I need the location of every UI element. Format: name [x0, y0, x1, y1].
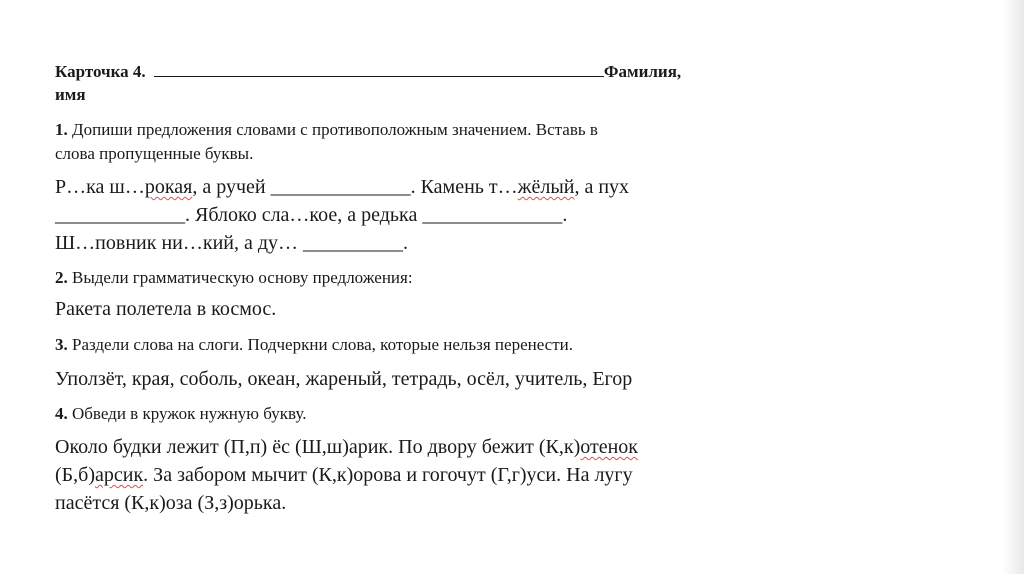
task2-sentence: Ракета полетела в космос. — [55, 298, 277, 320]
task1-line1-d: жёлый — [517, 176, 575, 198]
task4-number: 4. — [55, 404, 68, 423]
task3-instruction-text: Раздели слова на слоги. Подчеркни слова, которые нельзя перенести. — [72, 335, 574, 354]
task1-line2: _____________. Яблоко сла…кое, а редька ______________. — [55, 204, 568, 226]
name-label: имя — [55, 85, 86, 104]
task1-line1-a: Р…ка ш… — [55, 176, 145, 198]
task4-instruction-text: Обведи в кружок нужную букву. — [72, 404, 307, 423]
task3-instruction — [55, 335, 573, 355]
page-edge-shade — [1002, 0, 1024, 574]
task4-line2 — [55, 464, 633, 487]
card-label: Карточка 4. — [55, 62, 146, 81]
task3-words: Уползёт, края, соболь, океан, жареный, тетрадь, осёл, учитель, Егор — [55, 368, 633, 390]
task4-line3: пасётся (К,к)оза (З,з)орька. — [55, 492, 287, 514]
task1-line3: Ш…повник ни…кий, а ду… __________. — [55, 232, 409, 254]
card-header — [55, 62, 681, 82]
surname-label: Фамилия, — [603, 62, 682, 81]
task4-line1 — [55, 436, 638, 459]
task3-number: 3. — [55, 335, 68, 354]
task1-line1-b: рокая — [144, 176, 193, 198]
task1-line1-c: , а ручей ______________. Камень т… — [192, 176, 518, 198]
task4-line1-b: отенок — [580, 436, 639, 458]
task4-line2-a: (Б,б) — [55, 464, 95, 486]
task4-line2-c: . За забором мычит (К,к)орова и гогочут (Г,г)уси. На лугу — [143, 464, 633, 486]
task2-instruction-text: Выдели грамматическую основу предложения: — [72, 268, 413, 287]
task1-line1 — [55, 176, 629, 199]
task1-instruction — [55, 120, 598, 140]
task2-instruction — [55, 268, 413, 288]
task4-instruction — [55, 404, 307, 424]
task1-line1-e: , а пух — [574, 176, 630, 198]
task2-number: 2. — [55, 268, 68, 287]
task1-instruction-text-a: Допиши предложения словами с противоположным значением. Вставь в — [72, 120, 598, 139]
card-number-blank — [154, 75, 604, 77]
task1-number: 1. — [55, 120, 68, 139]
task1-instruction-text-b: слова пропущенные буквы. — [55, 144, 254, 163]
task4-line2-b: арсик — [94, 464, 144, 486]
task4-line1-a: Около будки лежит (П,п) ёс (Ш,ш)арик. По двору бежит (К,к) — [55, 436, 581, 458]
